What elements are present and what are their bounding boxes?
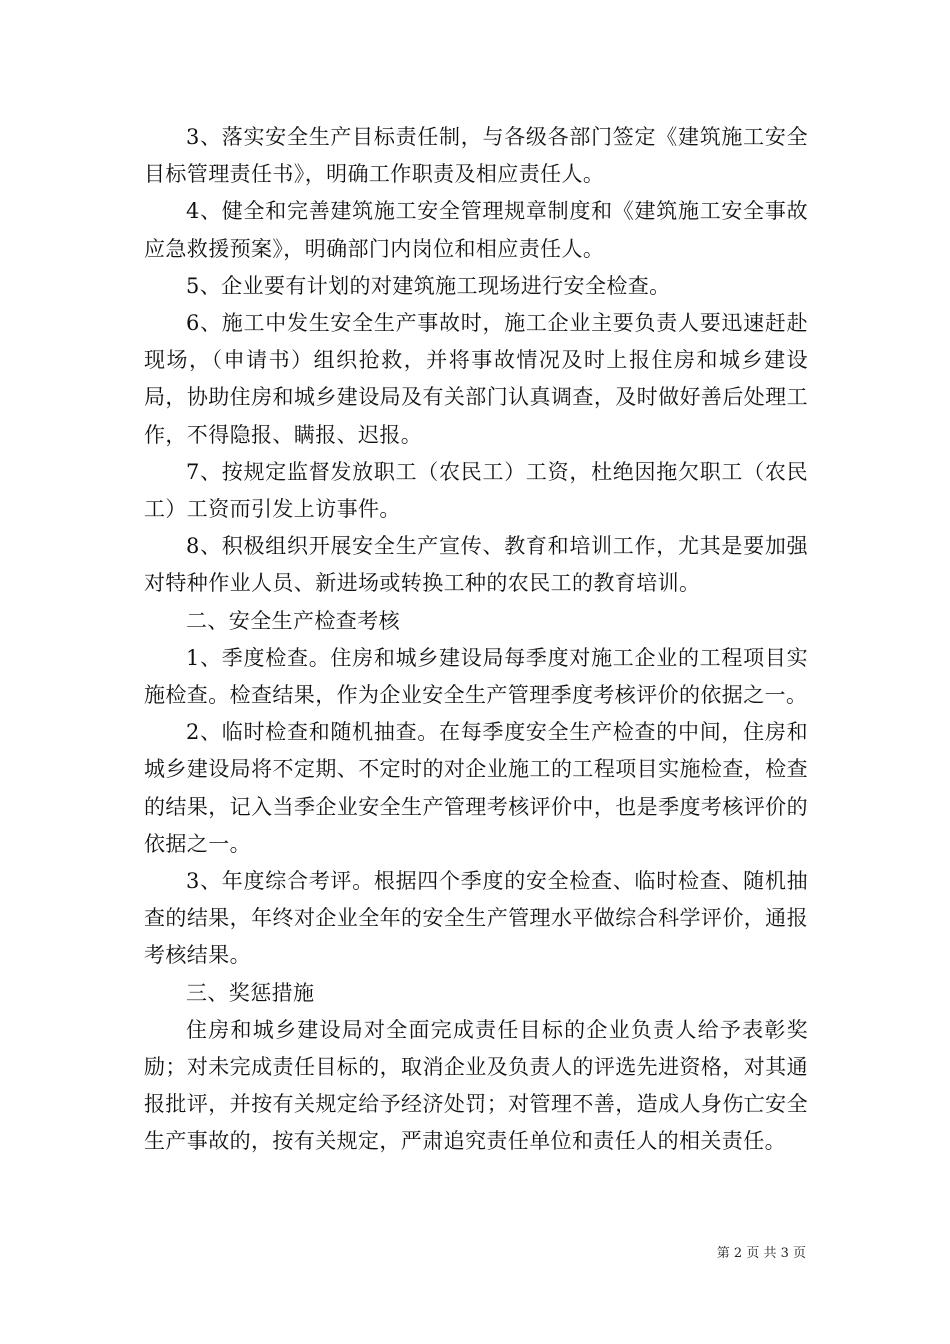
paragraph-random-check: 2、临时检查和随机抽查。在每季度安全生产检查的中间，住房和城乡建设局将不定期、不定时的对企业施工的工程项目实施检查，检查的结果，记入当季企业安全生产管理考核评价中，也是季度考核评价的依据之一。: [144, 720, 808, 856]
paragraph-item-8: 8、积极组织开展安全生产宣传、教育和培训工作，尤其是要加强对特种作业人员、新进场或转换工种的农民工的教育培训。: [144, 534, 808, 596]
paragraph-item-7: 7、按规定监督发放职工（农民工）工资，杜绝因拖欠职工（农民工）工资而引发上访事件。: [144, 459, 808, 522]
page-number-footer: 第 2 页 共 3 页: [716, 1246, 806, 1261]
section-heading-rewards: 三、奖惩措施: [186, 980, 315, 1005]
paragraph-item-3: 3、落实安全生产目标责任制，与各级各部门签定《建筑施工安全目标管理责任书》，明确工作职责及相应责任人。: [144, 125, 808, 187]
paragraph-rewards-penalties: 住房和城乡建设局对全面完成责任目标的企业负责人给予表彰奖励；对未完成责任目标的，取消企业及负责人的评选先进资格，对其通报批评，并按有关规定给予经济处罚；对管理不善，造成人身伤亡安全生产事故的，按有关规定，严肃追究责任单位和责任人的相关责任。: [144, 1017, 808, 1154]
paragraph-item-6: 6、施工中发生安全生产事故时，施工企业主要负责人要迅速赶赴现场，（申请书）组织抢救，并将事故情况及时上报住房和城乡建设局，协助住房和城乡建设局及有关部门认真调查，及时做好善后处理工作，不得隐报、瞒报、迟报。: [144, 311, 808, 447]
paragraph-annual-review: 3、年度综合考评。根据四个季度的安全检查、临时检查、随机抽查的结果，年终对企业全年的安全生产管理水平做综合科学评价，通报考核结果。: [144, 869, 808, 968]
paragraph-quarterly-check: 1、季度检查。住房和城乡建设局每季度对施工企业的工程项目实施检查。检查结果，作为企业安全生产管理季度考核评价的依据之一。: [144, 645, 808, 708]
document-body: [144, 119, 808, 1161]
section-heading-inspection: 二、安全生产检查考核: [186, 608, 400, 633]
paragraph-item-4: 4、健全和完善建筑施工安全管理规章制度和《建筑施工安全事故应急救援预案》，明确部门内岗位和相应责任人。: [144, 199, 808, 261]
paragraph-item-5: 5、企业要有计划的对建筑施工现场进行安全检查。: [186, 273, 671, 298]
